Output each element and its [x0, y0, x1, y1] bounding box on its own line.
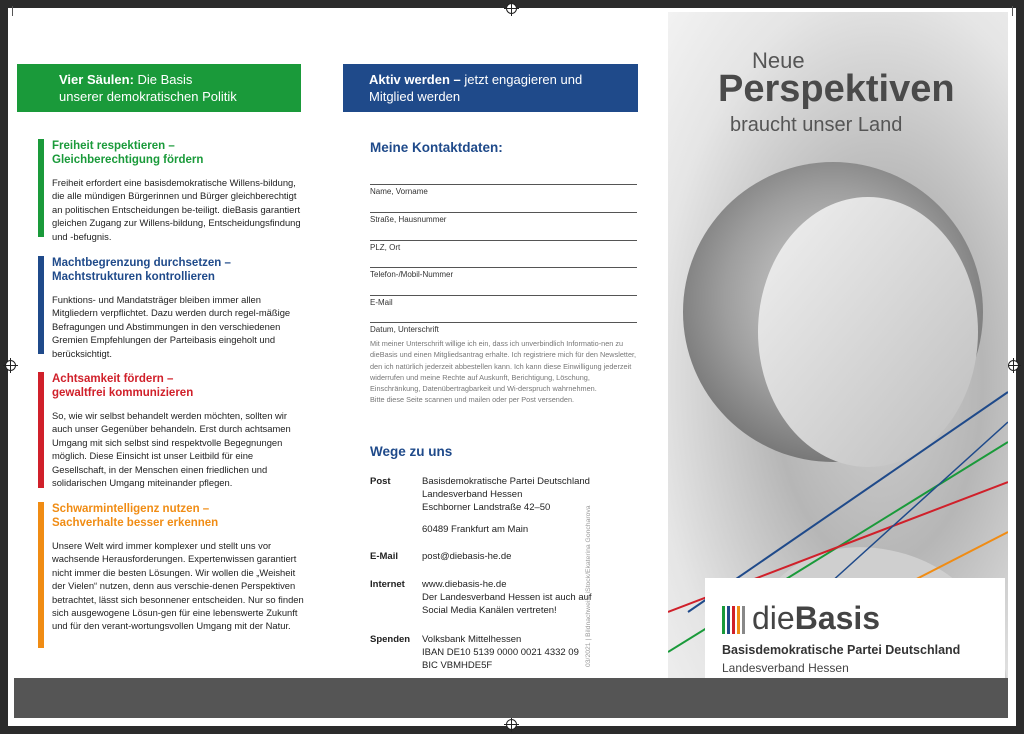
- org-subname: Landesverband Hessen: [722, 661, 849, 675]
- consent-note: Bitte diese Seite scannen und mailen oder per Post versenden.: [370, 395, 575, 405]
- pillar-heading: [52, 139, 308, 167]
- photo-credit: 03/2021 | Bildnachweis: iStock/Ekaterina Goncharova: [585, 505, 592, 667]
- registration-mark-right: [1008, 360, 1019, 371]
- pillar-heading-line2: Sachverhalte besser erkennen: [52, 517, 219, 529]
- name-field[interactable]: Name, Vorname: [370, 184, 637, 196]
- pillar-heading: [52, 372, 308, 400]
- pillar-body: So, wie wir selbst behandelt werden möchten, sollten wir auch unser Gegenüber behandeln. Erst durch achtsamen Umgang mit sich selbst sind respektvolle Begegnungen möglich. Diese Einsicht ist unser Leitbild für eine Gesellschaft, in der Menschen einen friedlichen und solidarischen Umgang miteinander pflegen.: [52, 410, 291, 489]
- website-link[interactable]: www.diebasis-he.de: [422, 579, 507, 590]
- bottom-band: [14, 678, 1008, 718]
- bank-line: Volksbank Mittelhessen: [422, 634, 522, 645]
- join-banner: [343, 64, 638, 112]
- bank-details: [422, 633, 642, 672]
- org-name: Basisdemokratische Partei Deutschland: [722, 643, 961, 657]
- post-line: Landesverband Hessen: [422, 489, 523, 500]
- party-logo: [752, 598, 880, 638]
- email-label: E-Mail: [370, 551, 398, 562]
- street-field[interactable]: Straße, Hausnummer: [370, 212, 637, 224]
- crop-mark-top-left: [12, 6, 27, 16]
- email-field[interactable]: E-Mail: [370, 295, 637, 307]
- registration-mark-top: [506, 3, 517, 14]
- logo-stripe: [727, 606, 730, 634]
- internet-line: Social Media Kanälen vertreten!: [422, 605, 557, 616]
- post-label: Post: [370, 476, 391, 487]
- pillar-heading: [52, 502, 308, 530]
- post-line: Eschborner Landstraße 42–50: [422, 502, 551, 513]
- pillar-section-achtsamkeit: [38, 372, 308, 489]
- signature-field[interactable]: Datum, Unterschrift: [370, 322, 637, 334]
- logo-stripe: [742, 606, 745, 634]
- pillars-banner-line2: unserer demokratischen Politik: [59, 89, 237, 104]
- city-field[interactable]: PLZ, Ort: [370, 240, 637, 252]
- ways-title: Wege zu uns: [370, 444, 453, 459]
- pillar-heading-line1: Achtsamkeit fördern –: [52, 373, 174, 385]
- pillar-section-freiheit: [38, 139, 308, 243]
- headline-neue: Neue: [752, 48, 805, 73]
- registration-mark-left: [5, 360, 16, 371]
- pillar-accent-bar: [38, 502, 44, 648]
- pillar-body: Funktions- und Mandatsträger bleiben immer allen Mitgliedern verpflichtet. Dazu werden durch regel-mäßige Befragungen und Abstimmungen in den verschiedenen Gremien Empfehlungen der Parteibasis eingeholt und berücksichtigt.: [52, 294, 291, 359]
- pillar-heading-line2: Gleichberechtigung fördern: [52, 154, 204, 166]
- join-banner-rest: jetzt engagieren und: [460, 72, 583, 87]
- logo-stripe: [722, 606, 725, 634]
- internet-line: Der Landesverband Hessen ist auch auf: [422, 592, 592, 603]
- pillar-body: Freiheit erfordert eine basisdemokratische Willens-bildung, die alle mündigen Bürgerinnen und Bürger gleichberechtigt an politischen Entscheidungen be-teiligt. dieBasis garantiert gleichen Zugang zur Willens-bildung, Entscheidungsfindung und -befugnis.: [52, 177, 301, 242]
- logo-die: die: [752, 600, 795, 636]
- pillars-banner-rest: Die Basis: [133, 72, 193, 87]
- post-address: [422, 475, 642, 536]
- pillars-banner-bold: Vier Säulen:: [59, 72, 134, 87]
- contact-title: Meine Kontaktdaten:: [370, 140, 503, 155]
- registration-mark-bottom: [506, 719, 517, 730]
- logo-stripe: [737, 606, 740, 634]
- pillar-heading-line1: Freiheit respektieren –: [52, 140, 175, 152]
- internet-info: [422, 578, 642, 617]
- join-banner-line2: Mitglied werden: [369, 89, 461, 104]
- pillar-body: Unsere Welt wird immer komplexer und stellt uns vor wachsende Herausforderungen. Expertenwissen garantiert nicht immer die besten Lösungen. Wir wollen die „Weisheit der Vielen“ nutzen, denn aus verschie-denen Perspektiven betrachtet, lässt sich besonnener entscheiden. Nur so finden sich ausgewogene Lösun-gen für eine lebenswerte Zukunft und für den verant-wortungsvollen Umgang mit der Natur.: [52, 540, 304, 632]
- headline-subline: braucht unser Land: [730, 114, 903, 136]
- pillar-section-machtbegrenzung: [38, 256, 308, 360]
- pillar-heading-line2: gewaltfrei kommunizieren: [52, 387, 194, 399]
- post-line: Basisdemokratische Partei Deutschland: [422, 476, 590, 487]
- email-link[interactable]: post@diebasis-he.de: [422, 551, 512, 562]
- pillar-accent-bar: [38, 256, 44, 354]
- pillar-section-schwarmintelligenz: [38, 502, 308, 633]
- face-shape: [758, 197, 978, 467]
- phone-field[interactable]: Telefon-/Mobil-Nummer: [370, 267, 637, 279]
- pillar-heading-line1: Machtbegrenzung durchsetzen –: [52, 257, 231, 269]
- logo-stripe: [732, 606, 735, 634]
- consent-body: Mit meiner Unterschrift willige ich ein, dass ich unverbindlich Informatio-nen zu dieBasis und einen Mitgliedsantrag erhalte. Ich registriere mich für den Newsletter, den ich natürlich jederzeit abbestellen kann. Ich kann diese Einwilligung jederzeit widerrufen und meine Rechte auf Auskunft, Berichtigung, Löschung, Einschränkung, Datenübertragbarkeit und Wi-derspruch wahrnehmen.: [370, 339, 637, 394]
- pillar-heading: [52, 256, 308, 284]
- join-banner-bold: Aktiv werden –: [369, 72, 461, 87]
- pillar-accent-bar: [38, 372, 44, 488]
- consent-text: [370, 338, 637, 406]
- bank-line: BIC VBMHDE5F: [422, 660, 493, 671]
- post-city: 60489 Frankfurt am Main: [422, 524, 529, 535]
- logo-basis: Basis: [794, 600, 881, 636]
- internet-label: Internet: [370, 579, 405, 590]
- pillar-heading-line1: Schwarmintelligenz nutzen –: [52, 503, 210, 515]
- spenden-label: Spenden: [370, 634, 411, 645]
- bank-line: IBAN DE10 5139 0000 0021 4332 09: [422, 647, 579, 658]
- headline-perspektiven: Perspektiven: [718, 68, 955, 110]
- pillars-banner: [17, 64, 301, 112]
- pillar-accent-bar: [38, 139, 44, 237]
- pillar-heading-line2: Machtstrukturen kontrollieren: [52, 271, 215, 283]
